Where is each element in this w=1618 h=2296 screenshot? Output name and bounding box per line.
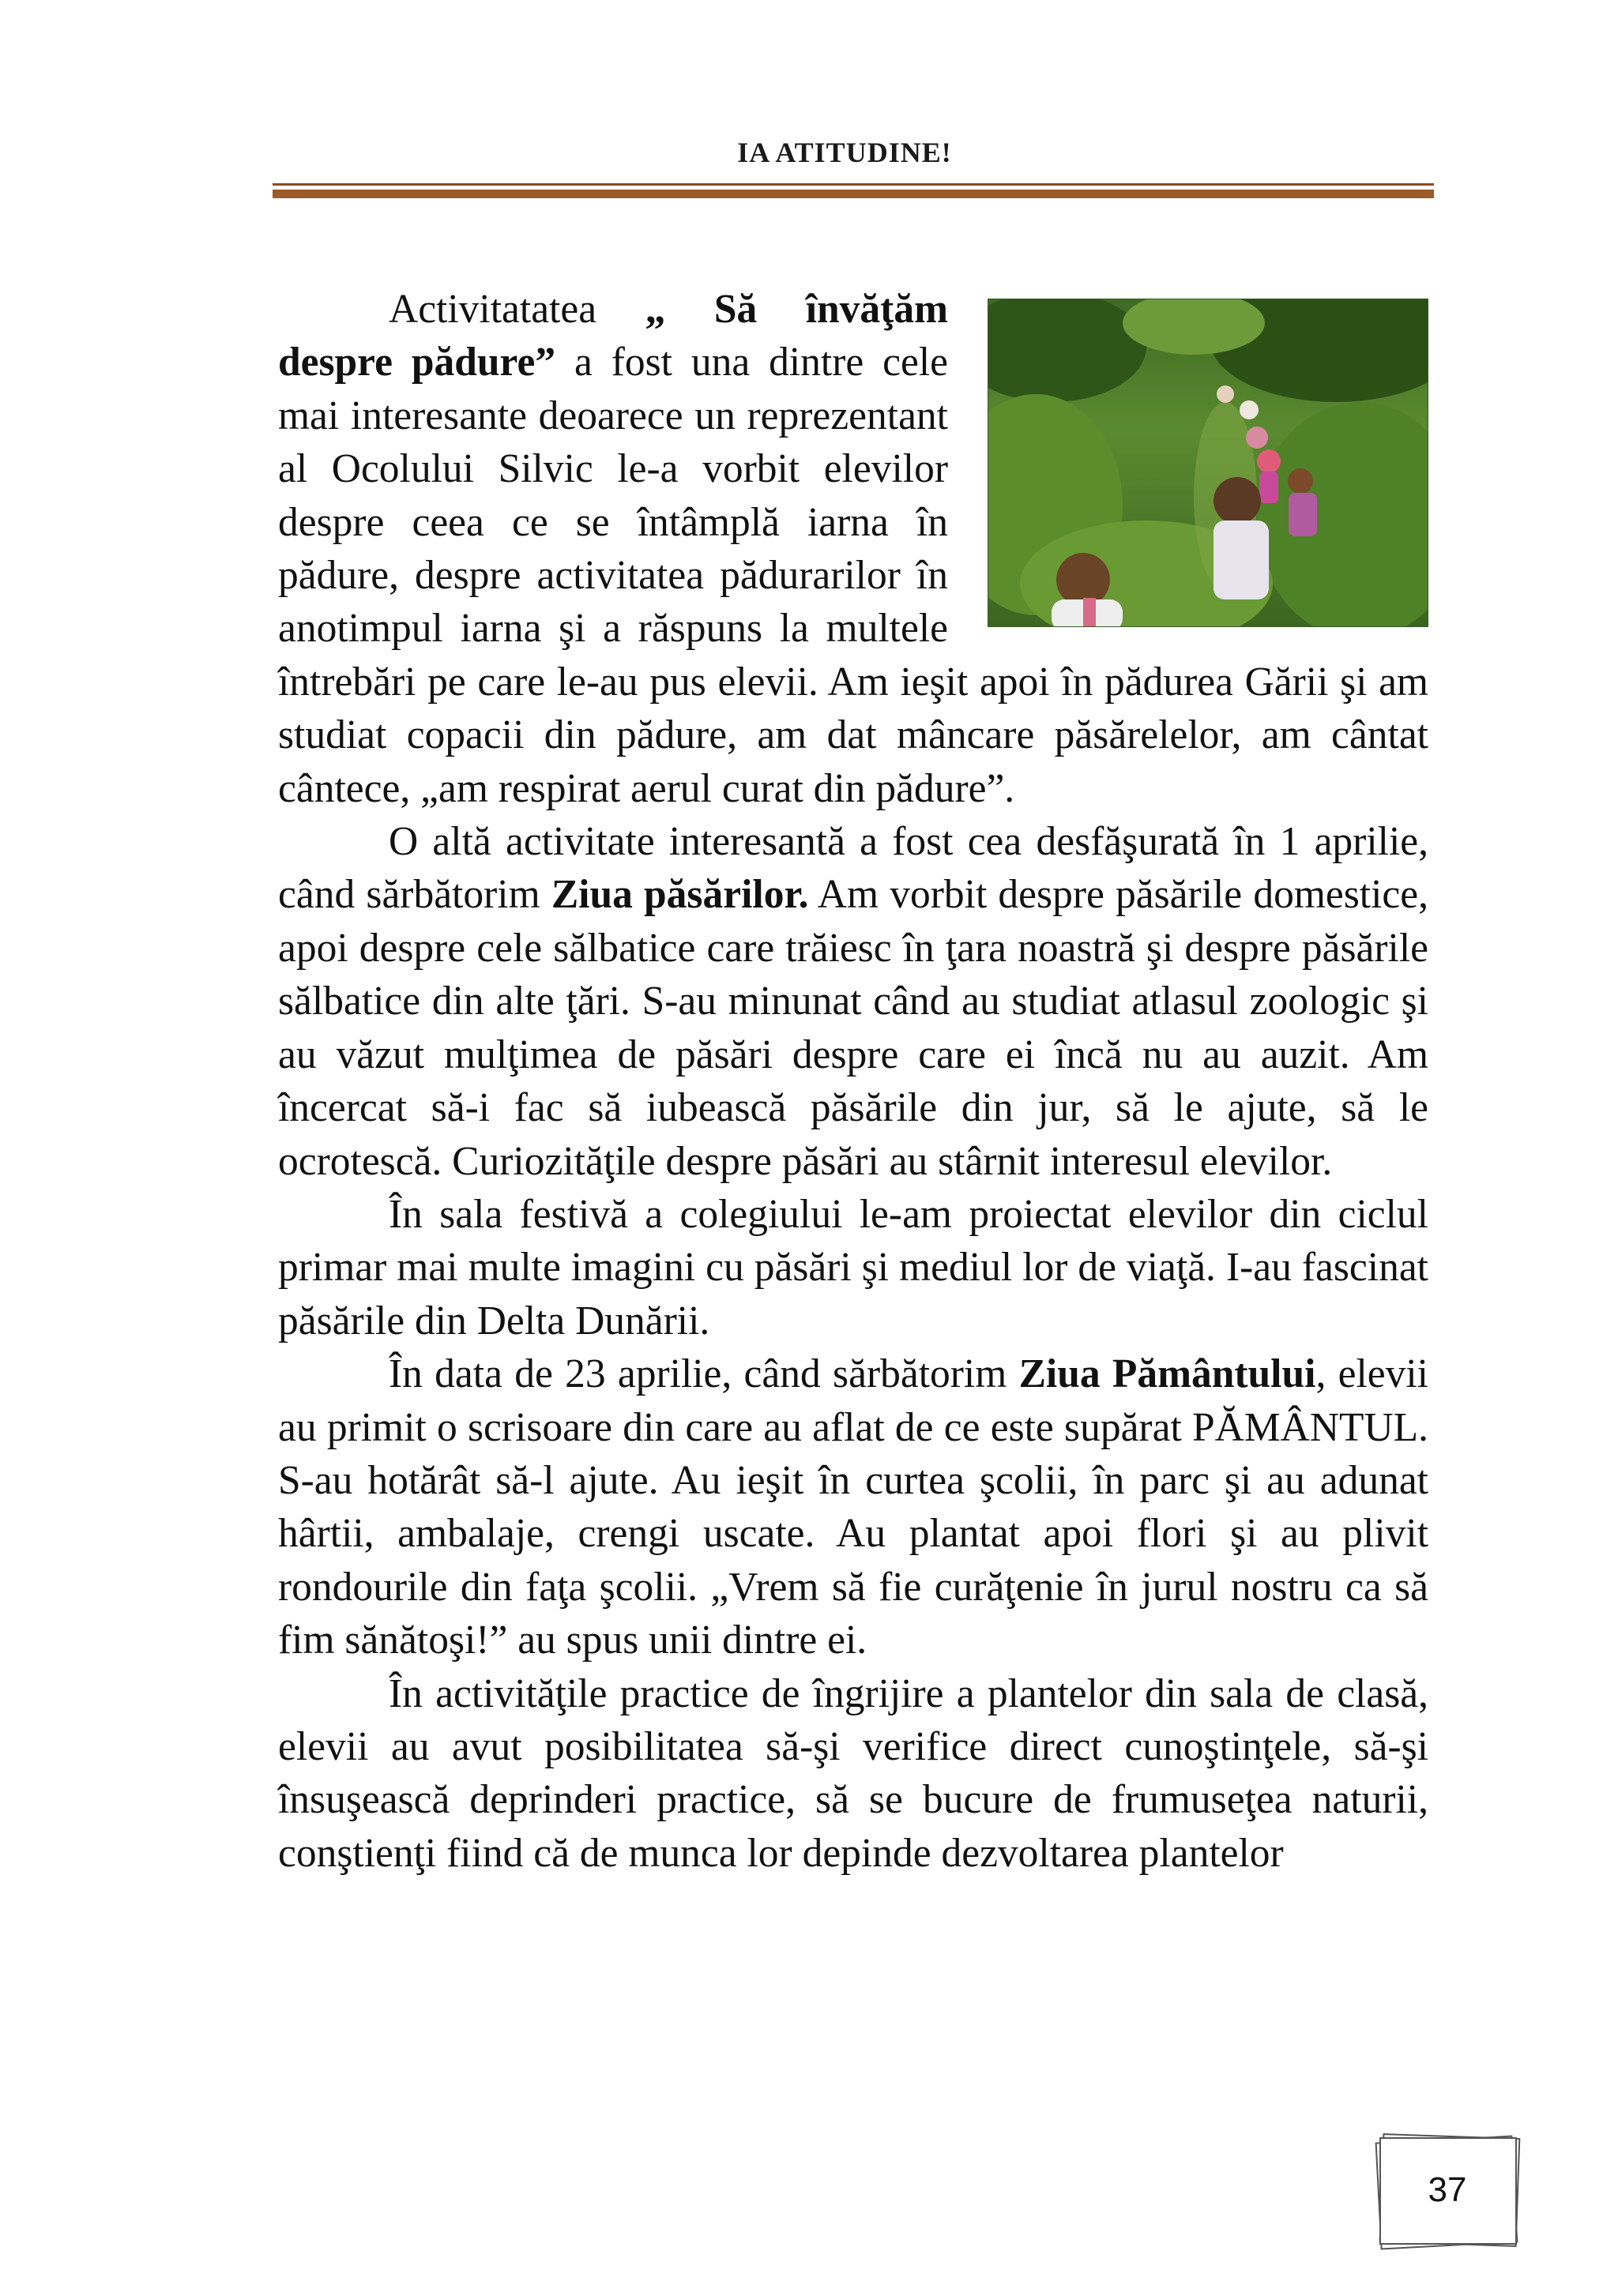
forest-photo — [988, 299, 1428, 627]
paragraph-2-intro: O altă activitate interesantă a fost cea desfăşurată în 1 aprilie, când sărbătorim — [278, 819, 1428, 918]
paragraph-1-intro: Activitatatea — [389, 287, 645, 332]
activity-title: „ Să învăţăm despre pădure” — [278, 287, 948, 385]
page-number-badge — [1376, 2133, 1518, 2248]
paragraph-5-text: În activităţile practice de îngrijire a plantelor din sala de clasă, elevii au avut posibilitatea să-şi verifice direct cunoştinţele, să-şi însuşească deprinderi practice, să se bucure de frumuseţea naturii, conştienţi fiind că de munca lor depinde dezvoltarea plantelor — [278, 1670, 1428, 1876]
birds-day-label: Ziua păsărilor. — [551, 872, 809, 918]
header-rule-thick — [273, 190, 1434, 198]
paragraph-2 — [278, 815, 1428, 1188]
paragraph-4-rest: , elevii au primit o scrisoare din care au aflat de ce este supărat PĂMÂNTUL. S-au hotărât să-l ajute. Au ieşit în curtea şcolii, în parc şi au adunat hârtii, ambalaje, crengi uscate. Au plantat apoi flori şi au plivit rondourile din faţa şcolii. „Vrem să fie curăţenie în jurul nostru ca să fim sănătoşi!” au spus unii dintre ei. — [278, 1351, 1428, 1663]
paragraph-1-rest: a fost una dintre cele mai interesante deoarece un reprezentant al Ocolului Silvic le-a vorbit elevilor despre ceea ce se întâmplă iarna în pădure, despre activitatea pădurarilor în anotimpul iarna şi a răspuns la multele întrebări pe care le-au pus elevii. Am ieşit apoi în pădurea Gării şi am studiat copacii din pădure, am dat mâncare păsărelelor, am cântat cântece, „am respirat aerul curat din pădure”. — [278, 340, 1428, 811]
earth-day-label: Ziua Pământului — [1018, 1351, 1316, 1397]
paragraph-3-text: În sala festivă a colegiului le-am proiectat elevilor din ciclul primar mai multe imagini cu păsări şi mediul lor de viaţă. I-au fascinat păsările din Delta Dunării. — [278, 1191, 1428, 1343]
running-header: IA ATITUDINE! — [737, 137, 952, 168]
paragraph-5 — [278, 1667, 1428, 1881]
header-rule-thin — [273, 183, 1434, 186]
page-number: 37 — [1428, 2170, 1467, 2209]
article-body — [278, 283, 1428, 1880]
paragraph-4 — [278, 1347, 1428, 1667]
paragraph-3 — [278, 1188, 1428, 1347]
paragraph-2-rest: Am vorbit despre păsările domestice, apoi despre cele sălbatice care trăiesc în ţara noastră şi despre păsările sălbatice din alte ţări. S-au minunat când au studiat atlasul zoologic şi au văzut mulţimea de păsări despre care ei încă nu au auzit. Am încercat să-i fac să iubească păsările din jur, să le ajute, să le ocrotescă. Curiozităţile despre păsări au stârnit interesul elevilor. — [278, 872, 1428, 1184]
paragraph-4-intro: În data de 23 aprilie, când sărbătorim — [389, 1351, 1019, 1397]
